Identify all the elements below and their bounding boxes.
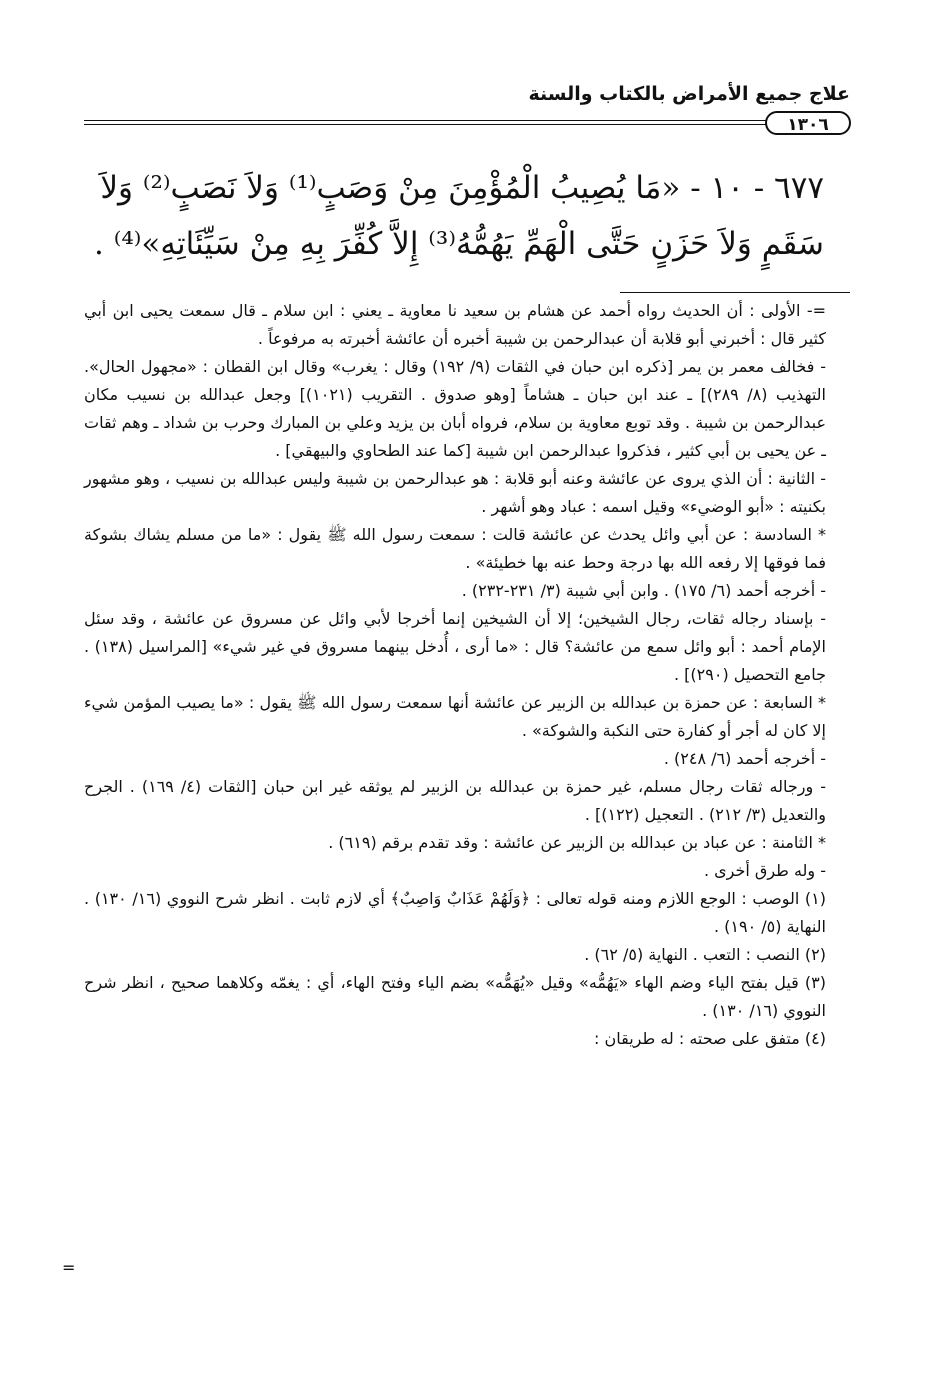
note-paragraph: - ورجاله ثقات رجال مسلم، غير حمزة بن عبدالله بن الزبير لم يوثقه غير ابن حبان [الثقات (٤/ ١٦٩) . الجرح والتعديل (٣/ ٢١٢) . التعجيل (١٢٢)] . [84, 777, 826, 824]
footnote-4: (٤) متفق على صحته : له طريقان : [594, 1029, 826, 1048]
hadith-line-2: سَقَمٍ وَلاَ حَزَنٍ حَتَّى الْهَمِّ يَهُمُّهُ⁽³⁾ إِلاَّ كُفِّرَ بِهِ مِنْ سَيِّئَاتِهِ»⁽⁴⁾ . [94, 226, 824, 262]
header-rule [84, 120, 824, 125]
footnote-3: (٣) قيل بفتح الياء وضم الهاء «يَهُمُّه» وقيل «يُهَمُّه» بضم الياء وفتح الهاء، أي : يغمّه وكلاهما صحيح ، انظر شرح النووي (١٦/ ١٣٠) . [84, 973, 826, 1020]
note-paragraph: - أخرجه أحمد (٦/ ١٧٥) . وابن أبي شيبة (٣/ ٢٣١-٢٣٢) . [461, 581, 826, 600]
note-paragraph: - فخالف معمر بن يمر [ذكره ابن حبان في الثقات (٩/ ١٩٢) وقال : يغرب» وقال ابن القطان : «مجهول الحال». التهذيب (٨/ ٢٨٩)] ـ عند ابن حبان ـ هشاماً [وهو صدوق . التقريب (١٠٢١)] وجعل عبدالله بن نسيب مكان عبدالرحمن بن شيبة . وقد توبع معاوية بن سلام، فرواه أبان بن يزيد وعلي بن المبارك وحرب بن شداد ـ وهم ثقات ـ عن يحيى بن أبي كثير ، فذكروا عبدالرحمن ابن شيبة [كما عند الطحاوي والبيهقي] . [84, 357, 827, 460]
footnote-1: (١) الوصب : الوجع اللازم ومنه قوله تعالى : ﴿وَلَهُمْ عَذَابٌ وَاصِبٌ﴾ أي لازم ثابت . انظر شرح النووي (١٦/ ١٣٠) . النهاية (٥/ ١٩٠) . [84, 889, 827, 936]
page-number: ١٣٠٦ [765, 111, 851, 135]
note-paragraph: =- الأولى : أن الحديث رواه أحمد عن هشام بن سعيد نا معاوية ـ يعني : ابن سلام ـ قال سمعت يحيى ابن أبي كثير قال : أخبرني أبو قلابة أن عبدالرحمن بن شيبة أخبره أن عائشة أخبرته به مرفوعاً . [84, 301, 826, 348]
note-paragraph: * السابعة : عن حمزة بن عبدالله بن الزبير عن عائشة أنها سمعت رسول الله ﷺ يقول : «ما يصيب المؤمن شيء إلا كان له أجر أو كفارة حتى النكبة والشوكة» . [84, 693, 826, 740]
continuation-marker: = [62, 1258, 76, 1277]
hadith-text [84, 160, 824, 272]
note-paragraph: - الثانية : أن الذي يروى عن عائشة وعنه أبو قلابة : هو عبدالرحمن بن شيبة وليس عبدالله بن نسيب ، وهو مشهور بكنيته : «أبو الوضيء» وقيل اسمه : عباد وهو أشهر . [84, 469, 826, 516]
footnote-divider [620, 292, 850, 293]
footnote-2: (٢) النصب : التعب . النهاية (٥/ ٦٢) . [584, 945, 826, 964]
note-paragraph: * الثامنة : عن عباد بن عبدالله بن الزبير عن عائشة : وقد تقدم برقم (٦١٩) . [328, 833, 826, 852]
note-paragraph: - أخرجه أحمد (٦/ ٢٤٨) . [663, 749, 826, 768]
footnotes [84, 297, 826, 1053]
note-paragraph: - وله طرق أخرى . [703, 861, 826, 880]
hadith-line-1: ٦٧٧ - ١٠ - «مَا يُصِيبُ الْمُؤْمِنَ مِنْ وَصَبٍ⁽¹⁾ وَلاَ نَصَبٍ⁽²⁾ وَلاَ [100, 170, 824, 206]
book-title: علاج جميع الأمراض بالكتاب والسنة [528, 83, 850, 105]
note-paragraph: * السادسة : عن أبي وائل يحدث عن عائشة قالت : سمعت رسول الله ﷺ يقول : «ما من مسلم يشاك بشوكة فما فوقها إلا رفعه الله بها درجة وحط عنه بها خطيئة» . [84, 525, 826, 572]
note-paragraph: - بإسناد رجاله ثقات، رجال الشيخين؛ إلا أن الشيخين إنما أخرجا لأبي وائل عن مسروق عن عائشة ، وقد سئل الإمام أحمد : أبو وائل سمع من عائشة؟ قال : «ما أرى ، أُدخل بينهما مسروق في غير شيء» [المراسيل (١٣٨) . جامع التحصيل (٢٩٠)] . [84, 609, 827, 684]
